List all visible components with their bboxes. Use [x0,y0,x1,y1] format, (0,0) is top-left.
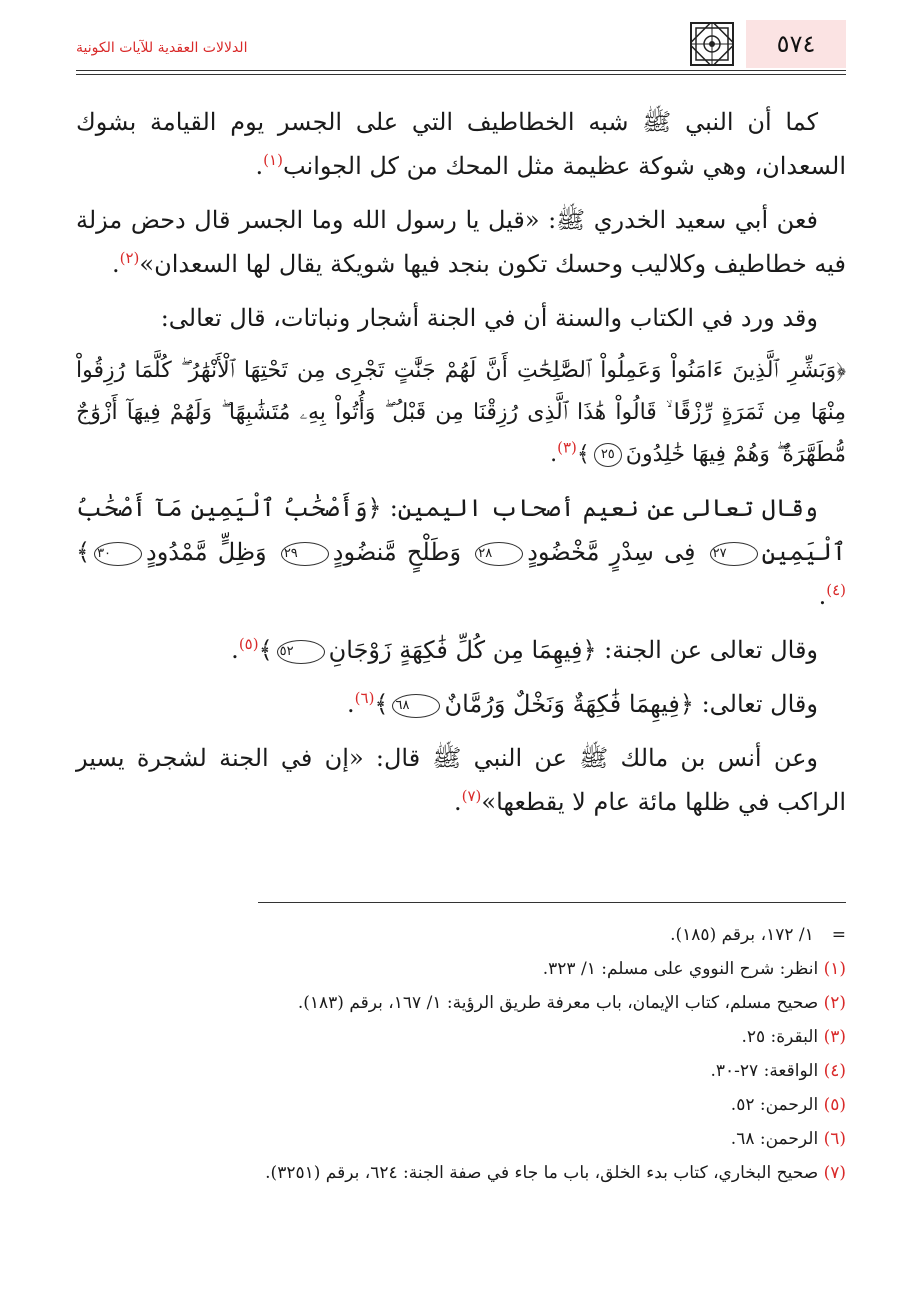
footnote-separator [258,902,846,903]
paragraph-text: وقال تعالى عن نعيم أصحاب اليمين: [389,494,818,522]
running-title: الدلالات العقدية للآيات الكونية [76,40,248,56]
footnote-text: البقرة: ٢٥. [741,1027,819,1047]
footnote-mark: (٤) [823,1061,846,1081]
footnote-ref[interactable]: (٤) [826,581,846,599]
footnotes [76,918,846,1190]
footnote-text: الرحمن: ٦٨. [730,1129,819,1149]
footnote-mark: (٣) [823,1027,846,1047]
quran-verse: ﴿وَبَشِّرِ ٱلَّذِينَ ءَامَنُواْ وَعَمِلُواْ ٱلصَّٰلِحَٰتِ أَنَّ لَهُمْ جَنَّٰتٍ تَجْرِى مِن تَحْتِهَا ٱلْأَنْهَٰرُ ۖ كُلَّمَا رُزِقُواْ مِنْهَا مِن ثَمَرَةٍ رِّزْقًا ۙ قَالُواْ هَٰذَا ٱلَّذِى رُزِقْنَا مِن قَبْلُ ۖ وَأُتُواْ بِهِۦ مُتَشَٰبِهًا ۖ وَلَهُمْ فِيهَآ أَزْوَٰجٌ مُّطَهَّرَةٌ ۖ وَهُمْ فِيهَا خَٰلِدُونَ٢٥﴾$^{(٣)}$. [76,358,846,467]
quran-text: فِى سِدْرٍ مَّخْضُودٍ [527,538,696,566]
paragraph: وقال تعالى عن نعيم أصحاب اليمين: ﴿وَأَصْحَٰبُ ٱلْيَمِينِ مَآ أَصْحَٰبُ ٱلْيَمِينِ٢٧ فِى سِدْرٍ مَّخْضُودٍ٢٨ وَطَلْحٍ مَّنضُودٍ٢٩ وَظِلٍّ مَّمْدُودٍ٣٠﴾$^{(٤)}$. [76,494,846,610]
quran-text: وَظِلٍّ مَّمْدُودٍ [146,538,267,566]
footnote-ref[interactable]: (٦) [354,689,375,707]
paragraph: وقال تعالى عن الجنة: ﴿فِيهِمَا مِن كُلِّ فَٰكِهَةٍ زَوْجَانِ٥٢﴾$^{(٥)}$. [231,635,818,664]
continuation-mark: = [831,925,846,945]
footnote-text: الرحمن: ٥٢. [730,1095,819,1115]
footnote-item [76,1088,846,1122]
footnote-ref[interactable]: (١) [263,151,283,169]
footnote-item [76,1054,846,1088]
paragraph: وعن أنس بن مالك ﷺ عن النبي ﷺ قال: «إن في الجنة لشجرة يسير الراكب في ظلها مائة عام لا يقطعها»$^{(٧)}$. [76,744,846,816]
footnote-mark: (٢) [823,993,846,1013]
verse-number: ٢٥ [594,443,622,467]
footnote-text: صحيح البخاري، كتاب بدء الخلق، باب ما جاء في صفة الجنة: ٦٢٤، برقم (٣٢٥١). [265,1163,819,1183]
verse-number: ٥٢ [277,640,325,664]
paragraph-text: وقد ورد في الكتاب والسنة أن في الجنة أشجار ونباتات، قال تعالى: [160,304,818,332]
verse-number: ٢٧ [710,542,758,566]
quran-text: ﴿فِيهِمَا فَٰكِهَةٌ وَنَخْلٌ وَرُمَّانٌ [444,690,694,718]
footnote-ref[interactable]: (٧) [461,787,482,805]
geometric-ornament-icon [690,22,734,66]
header-rule [76,74,846,75]
verse-number: ٢٩ [281,542,329,566]
quran-text: وَطَلْحٍ مَّنضُودٍ [332,538,462,566]
footnote-text: انظر: شرح النووي على مسلم: ١/ ٣٢٣. [542,959,819,979]
paragraph-text: وقال تعالى عن الجنة: [604,636,818,664]
paragraph [76,296,846,340]
page-number: ٥٧٤ [746,20,846,68]
paragraph-text: فعن أبي سعيد الخدري ﷺ: «قيل يا رسول الله وما الجسر قال دحض مزلة فيه خطاطيف وكلاليب وحسك تكون بنجد فيها شويكة يقال لها السعدان» [76,206,846,278]
footnote-mark: (٥) [823,1095,846,1115]
verse-number: ٦٨ [392,694,440,718]
footnote-item [76,1020,846,1054]
footnote-item [76,1122,846,1156]
quran-text: ﴿وَبَشِّرِ ٱلَّذِينَ ءَامَنُواْ وَعَمِلُواْ ٱلصَّٰلِحَٰتِ أَنَّ لَهُمْ جَنَّٰتٍ تَجْرِى مِن تَحْتِهَا ٱلْأَنْهَٰرُ ۖ كُلَّمَا رُزِقُواْ مِنْهَا مِن ثَمَرَةٍ رِّزْقًا ۙ قَالُواْ هَٰذَا ٱلَّذِى رُزِقْنَا مِن قَبْلُ ۖ وَأُتُواْ بِهِۦ مُتَشَٰبِهًا ۖ وَلَهُمْ فِيهَآ أَزْوَٰجٌ مُّطَهَّرَةٌ ۖ وَهُمْ فِيهَا خَٰلِدُونَ [76,358,846,467]
paragraph-text: كما أن النبي ﷺ شبه الخطاطيف التي على الجسر يوم القيامة بشوك السعدان، وهي شوكة عظيمة مثل المحك من كل الجوانب [76,108,846,180]
quran-text: ﴿فِيهِمَا مِن كُلِّ فَٰكِهَةٍ زَوْجَانِ [328,636,597,664]
verse-number: ٢٨ [475,542,523,566]
footnote-item [76,1156,846,1190]
footnote-mark: (١) [823,959,846,979]
footnote-text: الواقعة: ٢٧-٣٠. [710,1061,819,1081]
paragraph: وقال تعالى: ﴿فِيهِمَا فَٰكِهَةٌ وَنَخْلٌ وَرُمَّانٌ٦٨﴾$^{(٦)}$. [347,689,818,718]
footnote-continuation [76,918,846,952]
footnote-ref[interactable]: (٥) [238,635,259,653]
paragraph: فعن أبي سعيد الخدري ﷺ: «قيل يا رسول الله وما الجسر قال دحض مزلة فيه خطاطيف وكلاليب وحسك تكون بنجد فيها شويكة يقال لها السعدان»$^{(٢)}$. [76,206,846,278]
footnote-text: ١/ ١٧٢، برقم (١٨٥). [670,925,814,945]
paragraph-text: وقال تعالى: [701,690,818,718]
page-header [76,20,846,68]
footnote-text: صحيح مسلم، كتاب الإيمان، باب معرفة طريق الرؤية: ١/ ١٦٧، برقم (١٨٣). [297,993,819,1013]
quran-text: ﴿وَأَصْحَٰبُ ٱلْيَمِينِ مَآ أَصْحَٰبُ ٱلْيَمِينِ [76,494,846,566]
footnote-ref[interactable]: (٣) [557,438,577,457]
paragraph-text: وعن أنس بن مالك ﷺ عن النبي ﷺ قال: «إن في الجنة لشجرة يسير الراكب في ظلها مائة عام لا يقطعها» [76,744,846,816]
header-rule [76,70,846,71]
footnote-mark: (٦) [823,1129,846,1149]
footnote-item [76,986,846,1020]
main-text [76,100,846,834]
footnote-ref[interactable]: (٢) [119,249,140,267]
footnote-item [76,952,846,986]
verse-number: ٣٠ [94,542,142,566]
footnote-mark: (٧) [823,1163,846,1183]
paragraph: كما أن النبي ﷺ شبه الخطاطيف التي على الجسر يوم القيامة بشوك السعدان، وهي شوكة عظيمة مثل المحك من كل الجوانب$^{(١)}$. [76,108,846,180]
